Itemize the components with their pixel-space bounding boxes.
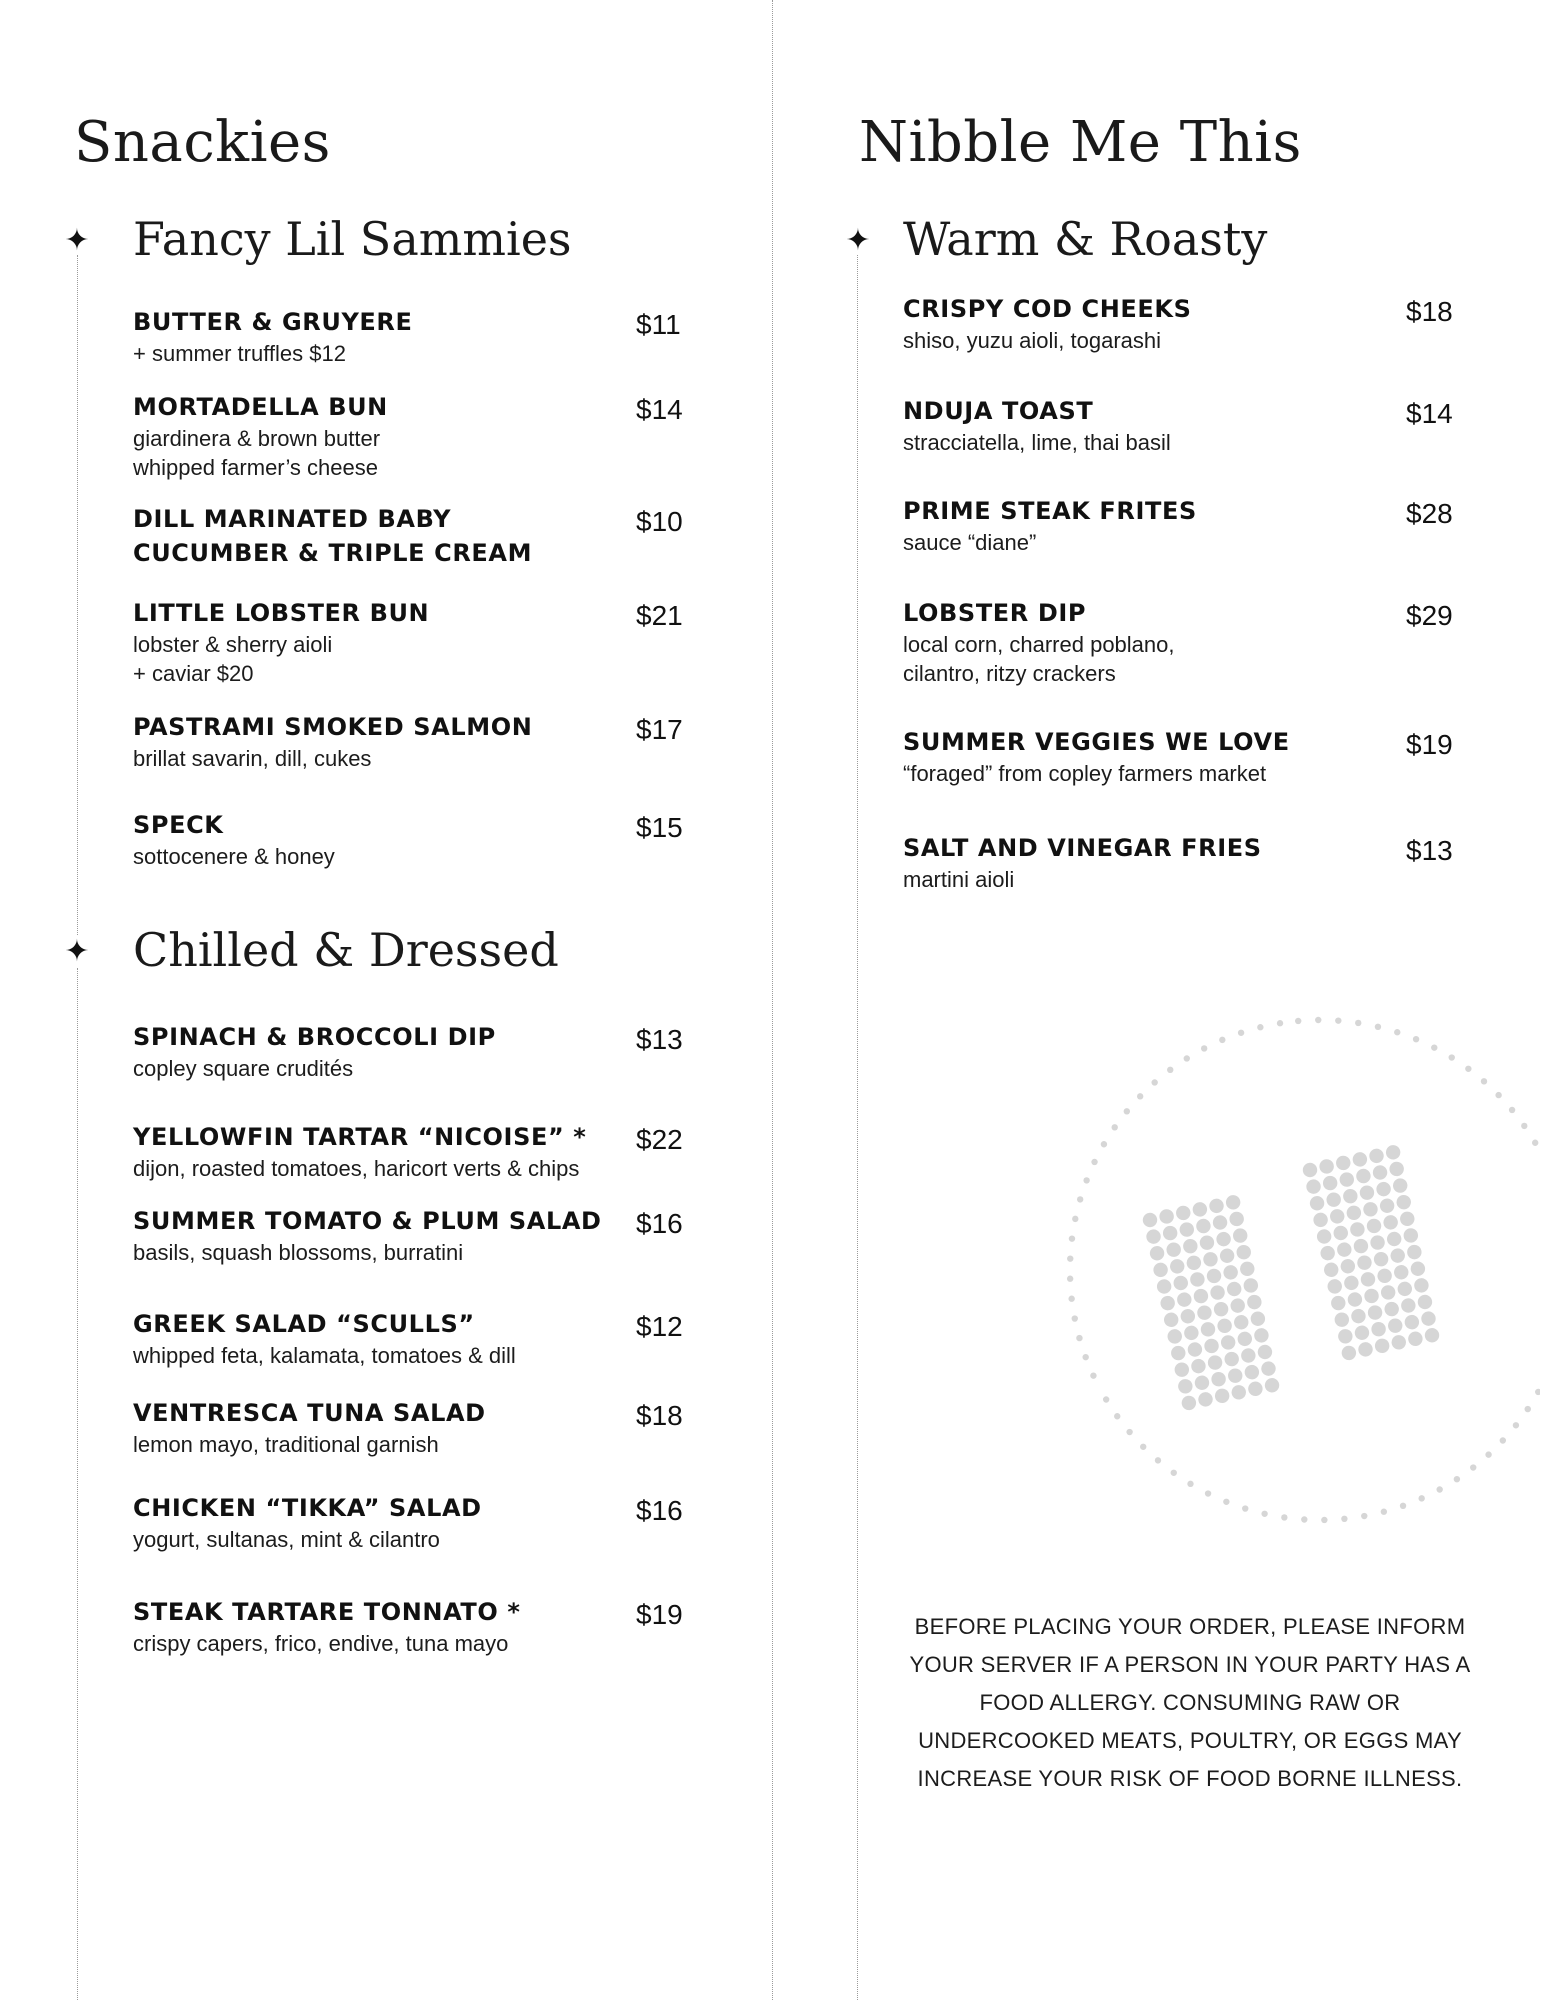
item-description: lobster & sherry aioli <box>133 632 333 657</box>
allergy-notice-line: BEFORE PLACING YOUR ORDER, PLEASE INFORM <box>914 1614 1466 1639</box>
menu-item <box>133 1396 486 1459</box>
item-description: basils, squash blossoms, burratini <box>133 1240 464 1265</box>
item-name: PASTRAMI SMOKED SALMON <box>133 713 533 741</box>
menu-item <box>133 1204 602 1267</box>
section-title: Warm & Roasty <box>903 212 1268 266</box>
item-description: whipped feta, kalamata, tomatoes & dill <box>133 1343 516 1368</box>
four-point-star-icon: ✦ <box>845 223 871 258</box>
item-name: YELLOWFIN TARTAR “NICOISE” * <box>133 1123 587 1151</box>
item-price: $12 <box>636 1311 683 1342</box>
item-description: + summer truffles $12 <box>133 341 346 366</box>
item-price: $17 <box>636 714 683 745</box>
item-price: $11 <box>636 309 681 340</box>
menu-item <box>903 494 1197 557</box>
menu-item <box>133 1020 496 1083</box>
item-description: dijon, roasted tomatoes, haricort verts & chips <box>133 1156 580 1181</box>
item-price: $14 <box>636 394 683 425</box>
item-name: VENTRESCA TUNA SALAD <box>133 1399 486 1427</box>
menu-item <box>133 1120 586 1183</box>
item-name: LITTLE LOBSTER BUN <box>133 599 430 627</box>
item-name: SPECK <box>133 811 224 839</box>
item-description: copley square crudités <box>133 1056 354 1081</box>
center-divider <box>772 0 773 2000</box>
item-name: GREEK SALAD “SCULLS” <box>133 1310 475 1338</box>
allergy-notice-line: FOOD ALLERGY. CONSUMING RAW OR <box>979 1690 1401 1715</box>
item-name: SALT AND VINEGAR FRIES <box>903 834 1262 862</box>
item-name: LOBSTER DIP <box>903 599 1087 627</box>
item-name: SUMMER VEGGIES WE LOVE <box>903 728 1290 756</box>
item-name: STEAK TARTARE TONNATO * <box>133 1598 521 1626</box>
item-description: + caviar $20 <box>133 661 254 686</box>
item-price: $22 <box>636 1124 683 1155</box>
left-guide-line <box>77 255 78 935</box>
menu-item <box>133 710 532 773</box>
menu-item <box>133 1491 482 1554</box>
item-price: $13 <box>636 1024 683 1055</box>
item-description: cilantro, ritzy crackers <box>903 661 1116 686</box>
menu-item <box>903 596 1175 688</box>
allergy-notice <box>880 1608 1500 1798</box>
item-description: martini aioli <box>903 867 1015 892</box>
item-description: whipped farmer’s cheese <box>133 455 378 480</box>
four-point-star-icon: ✦ <box>64 223 90 258</box>
item-price: $18 <box>1406 296 1453 327</box>
item-name: PRIME STEAK FRITES <box>903 497 1197 525</box>
section-title: Fancy Lil Sammies <box>133 212 572 266</box>
menu-item <box>903 394 1171 457</box>
menu-item <box>133 1307 516 1370</box>
column-title-left: Snackies <box>74 110 331 175</box>
item-price: $15 <box>636 812 683 843</box>
menu-item <box>133 305 413 368</box>
allergy-notice-line: INCREASE YOUR RISK OF FOOD BORNE ILLNESS. <box>917 1766 1463 1791</box>
item-name: CHICKEN “TIKKA” SALAD <box>133 1494 482 1522</box>
item-price: $19 <box>636 1599 683 1630</box>
item-description: “foraged” from copley farmers market <box>903 761 1267 786</box>
item-name: BUTTER & GRUYERE <box>133 308 413 336</box>
item-description: sauce “diane” <box>903 530 1037 555</box>
item-name: SPINACH & BROCCOLI DIP <box>133 1023 496 1051</box>
menu-item <box>903 725 1290 788</box>
four-point-star-icon: ✦ <box>64 934 90 969</box>
item-price: $19 <box>1406 729 1453 760</box>
menu-item <box>903 831 1262 894</box>
item-description: sottocenere & honey <box>133 844 335 869</box>
menu-item <box>133 808 335 871</box>
item-description: crispy capers, frico, endive, tuna mayo <box>133 1631 509 1656</box>
item-description: local corn, charred poblano, <box>903 632 1175 657</box>
item-name: DILL MARINATED BABY <box>133 505 452 533</box>
item-description: stracciatella, lime, thai basil <box>903 430 1171 455</box>
item-price: $10 <box>636 506 683 537</box>
item-name: SUMMER TOMATO & PLUM SALAD <box>133 1207 602 1235</box>
right-guide-line <box>857 255 858 2000</box>
item-description: lemon mayo, traditional garnish <box>133 1432 439 1457</box>
menu-item <box>903 292 1192 355</box>
menu-item <box>133 390 388 482</box>
item-description: brillat savarin, dill, cukes <box>133 746 372 771</box>
item-price: $14 <box>1406 398 1453 429</box>
menu-item <box>133 596 429 688</box>
allergy-notice-line: UNDERCOOKED MEATS, POULTRY, OR EGGS MAY <box>918 1728 1462 1753</box>
item-name: NDUJA TOAST <box>903 397 1094 425</box>
item-price: $29 <box>1406 600 1453 631</box>
item-name: MORTADELLA BUN <box>133 393 388 421</box>
allergy-notice-line: YOUR SERVER IF A PERSON IN YOUR PARTY HAS A <box>909 1652 1471 1677</box>
item-name: CUCUMBER & TRIPLE CREAM <box>133 539 533 567</box>
item-description: shiso, yuzu aioli, togarashi <box>903 328 1162 353</box>
menu-item <box>133 1595 521 1658</box>
left-guide-line <box>77 968 78 2000</box>
item-price: $16 <box>636 1495 683 1526</box>
section-title: Chilled & Dressed <box>133 923 559 977</box>
item-price: $16 <box>636 1208 683 1239</box>
item-price: $13 <box>1406 835 1453 866</box>
item-description: yogurt, sultanas, mint & cilantro <box>133 1527 440 1552</box>
item-price: $18 <box>636 1400 683 1431</box>
item-name: CRISPY COD CHEEKS <box>903 295 1192 323</box>
dotted-logo-icon <box>1060 1010 1540 1530</box>
item-price: $21 <box>636 600 683 631</box>
item-price: $28 <box>1406 498 1453 529</box>
menu-item <box>133 502 532 570</box>
item-description: giardinera & brown butter <box>133 426 381 451</box>
column-title-right: Nibble Me This <box>859 110 1302 175</box>
